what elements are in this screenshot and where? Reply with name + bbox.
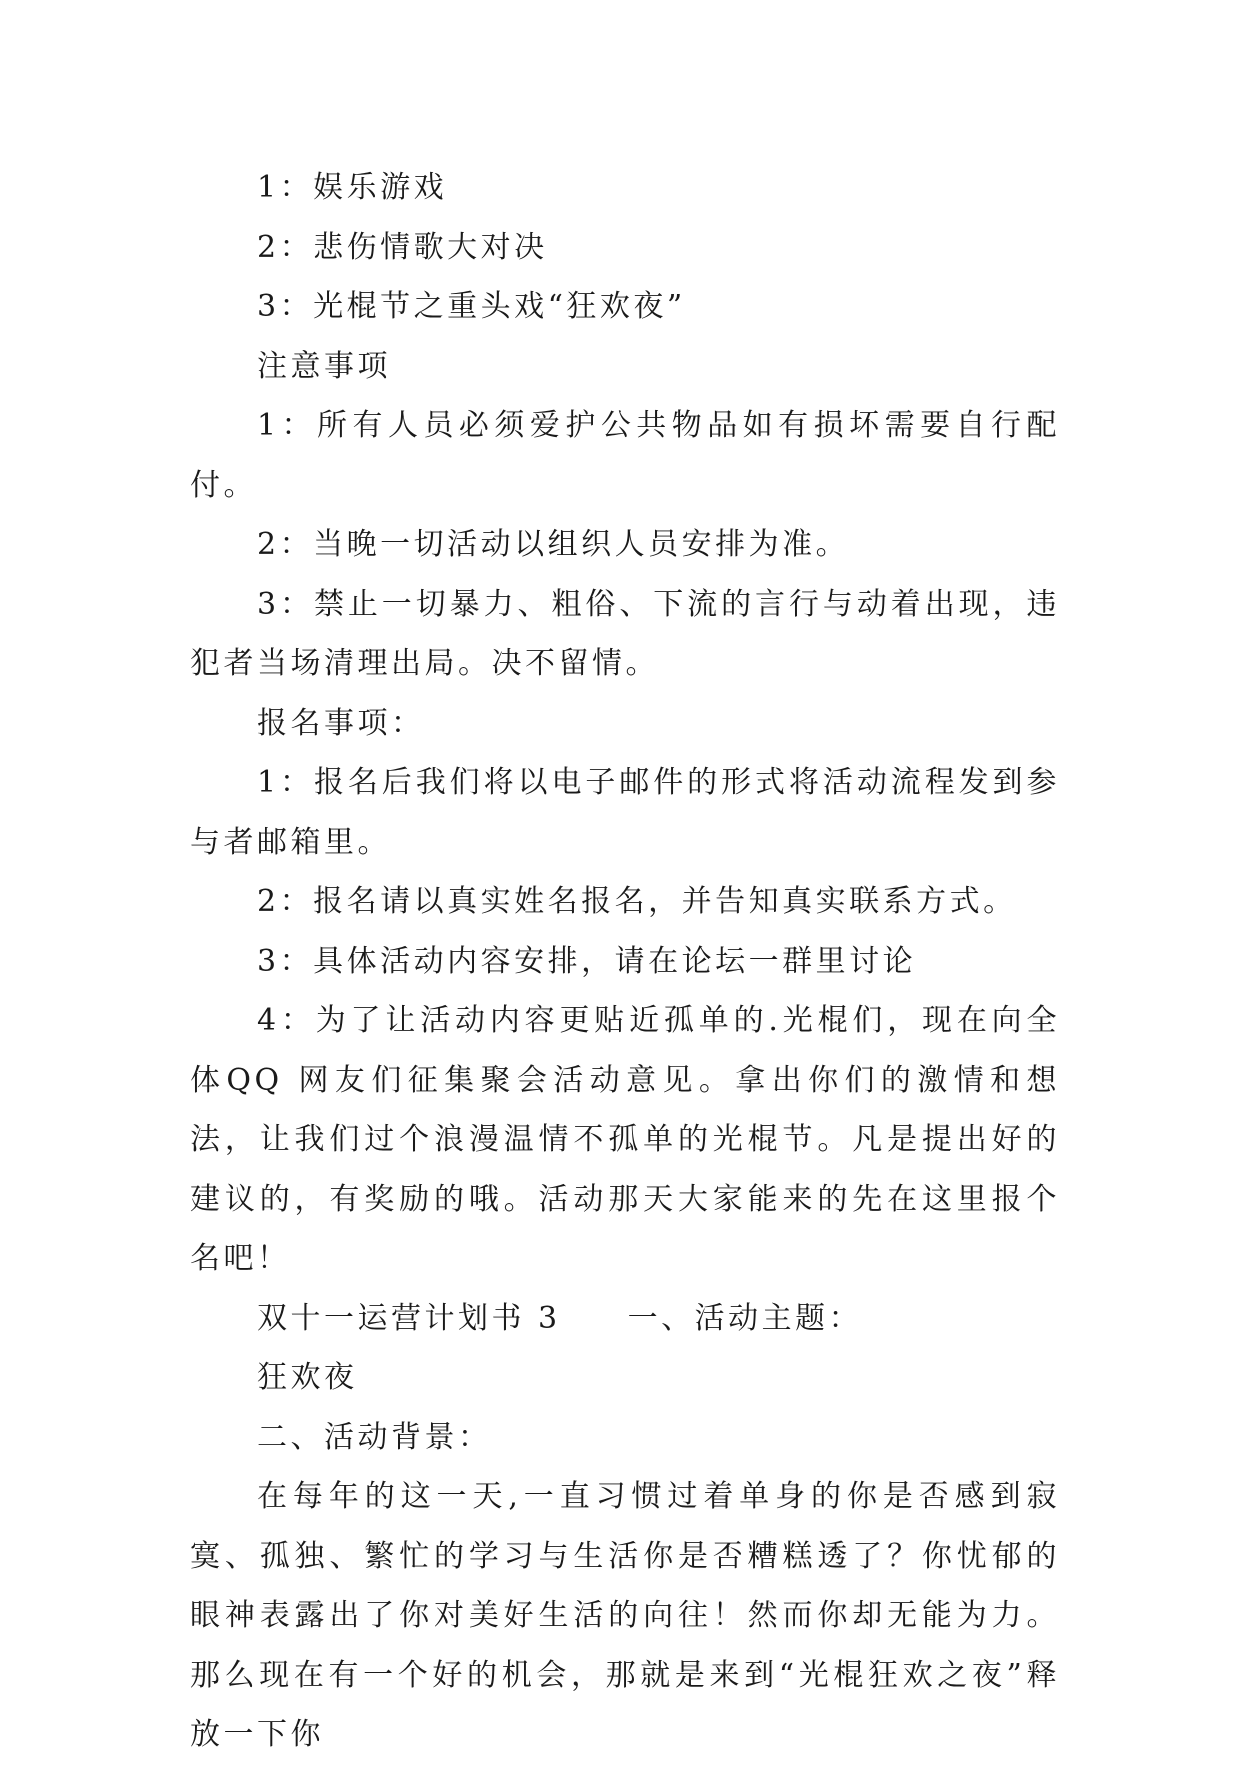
list-item-sad-love-song-battle: 2：悲伤情歌大对决 <box>257 229 548 265</box>
registration-item-forum: 3：具体活动内容安排，请在论坛一群里讨论 <box>257 943 917 979</box>
registration-item-real-name: 2：报名请以真实姓名报名，并告知真实联系方式。 <box>257 884 1017 919</box>
registration-item-email: 1：报名后我们将以电子邮件的形式将活动流程发到参与者邮箱里。 <box>190 765 1060 860</box>
section-heading-background: 二、活动背景： <box>257 1419 492 1455</box>
list-item-entertainment-games: 1：娱乐游戏 <box>257 170 448 205</box>
list-item-carnival-night: 3：光棍节之重头戏“狂欢夜” <box>257 289 686 324</box>
theme-value: 狂欢夜 <box>257 1360 358 1395</box>
note-item-public-property: 1：所有人员必须爱护公共物品如有损坏需要自行配付。 <box>190 408 1060 503</box>
section-heading-notes: 注意事项 <box>257 348 391 384</box>
background-paragraph: 在每年的这一天,一直习惯过着单身的你是否感到寂寞、孤独、繁忙的学习与生活你是否糟糕透了？你忧郁的眼神表露出了你对美好生活的向往！然而你却无能为力。那么现在有一个好的机会，那就是来到“光棍狂欢之夜”释放一下你 <box>190 1479 1060 1752</box>
note-item-arrangement: 2：当晚一切活动以组织人员安排为准。 <box>257 527 850 562</box>
document-body <box>190 158 1060 1765</box>
note-item-prohibited-conduct: 3：禁止一切暴力、粗俗、下流的言行与动着出现，违犯者当场清理出局。决不留情。 <box>190 586 1060 681</box>
registration-item-suggestions: 4：为了让活动内容更贴近孤单的.光棍们，现在向全体QQ 网友们征集聚会活动意见。拿出你们的激情和想法，让我们过个浪漫温情不孤单的光棍节。凡是提出好的建议的，有奖励的哦。活动那天大家能来的先在这里报个名吧！ <box>190 1003 1060 1276</box>
section-heading-registration: 报名事项： <box>257 705 425 741</box>
plan-title-and-theme-heading: 双十一运营计划书 3 一、活动主题： <box>257 1300 863 1336</box>
